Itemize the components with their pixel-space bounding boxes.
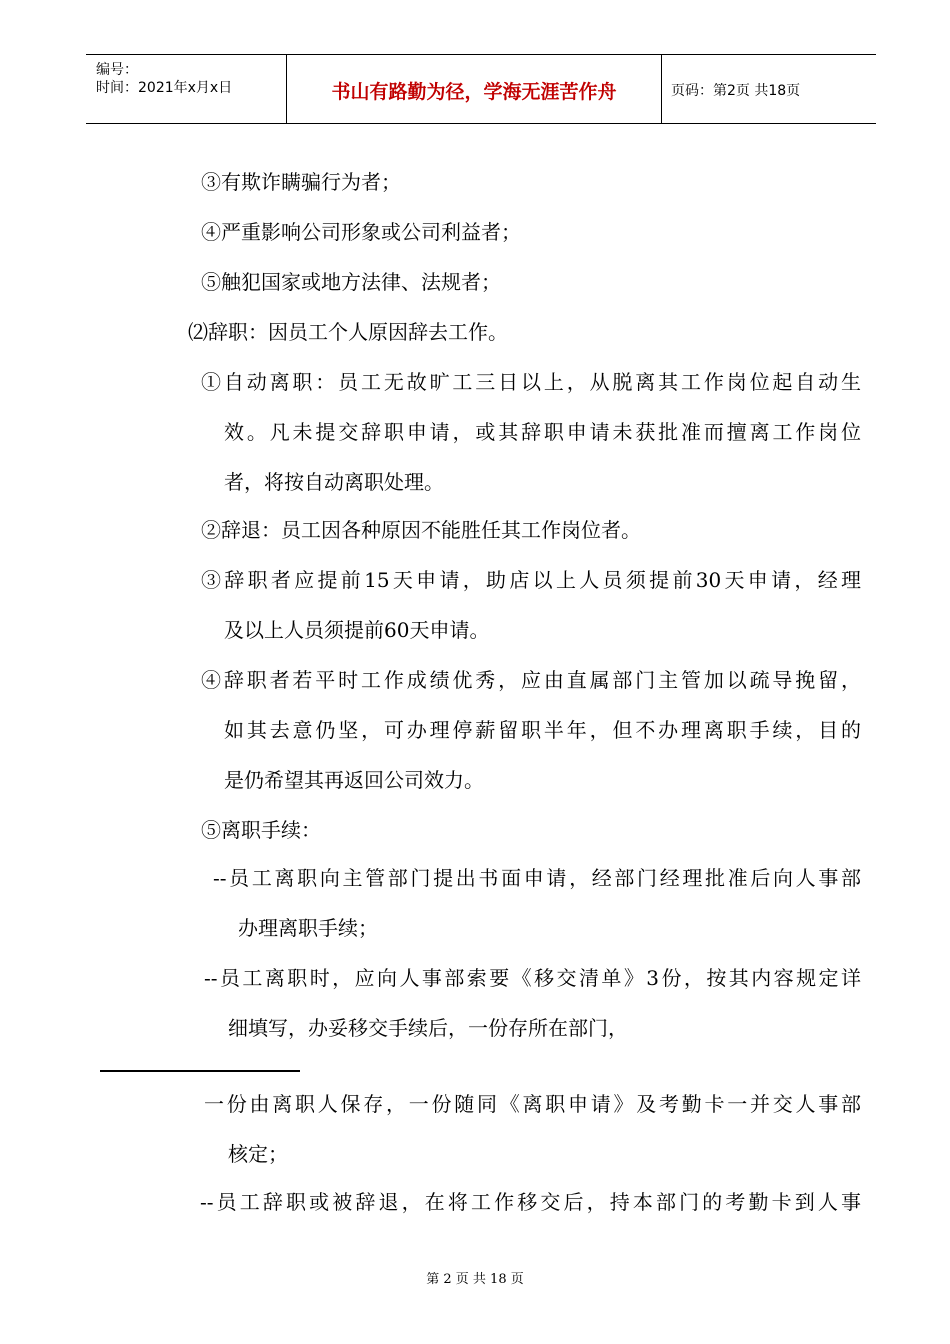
text-line: ④严重影响公司形象或公司利益者； (201, 220, 521, 244)
page-footer: 第 2 页 共 18 页 (426, 1272, 524, 1287)
text-line: ⑤离职手续： (201, 818, 321, 842)
text-line: 如其去意仍坚，可办理停薪留职半年，但不办理离职手续，目的 (224, 718, 861, 742)
text-line: ⑵辞职：因员工个人原因辞去工作。 (188, 320, 508, 344)
text-line: ④辞职者若平时工作成绩优秀，应由直属部门主管加以疏导挽留， (201, 668, 861, 692)
text-line: 办理离职手续； (238, 916, 378, 940)
text-line: --员工离职向主管部门提出书面申请，经部门经理批准后向人事部 (213, 866, 861, 890)
text-line: ⑤触犯国家或地方法律、法规者； (201, 270, 501, 294)
text-line: 是仍希望其再返回公司效力。 (224, 768, 484, 792)
header-page-cell (661, 55, 876, 123)
document-number-label: 编号： (96, 62, 138, 78)
text-line: 者，将按自动离职处理。 (224, 470, 444, 494)
text-line: 细填写，办妥移交手续后，一份存所在部门， (228, 1016, 628, 1040)
text-line: ②辞退：员工因各种原因不能胜任其工作岗位者。 (201, 518, 641, 542)
text-line: ③辞职者应提前15天申请，助店以上人员须提前30天申请，经理 (201, 568, 861, 592)
text-line: ③有欺诈瞒骗行为者； (201, 170, 401, 194)
text-line: 核定； (228, 1142, 288, 1166)
document-time-label: 时间：2021年x月x日 (96, 80, 233, 96)
page-header (86, 54, 876, 124)
header-motto-cell (286, 55, 662, 123)
text-line: 及以上人员须提前60天申请。 (224, 618, 490, 642)
text-line: ①自动离职：员工无故旷工三日以上，从脱离其工作岗位起自动生 (201, 370, 861, 394)
header-meta-cell (86, 55, 286, 123)
header-page-info: 页码：第2页 共18页 (671, 83, 801, 99)
text-line: --员工离职时，应向人事部索要《移交清单》3份，按其内容规定详 (204, 966, 861, 990)
text-line: --员工辞职或被辞退，在将工作移交后，持本部门的考勤卡到人事 (200, 1190, 861, 1214)
footnote-separator (100, 1070, 300, 1072)
text-line: 一份由离职人保存，一份随同《离职申请》及考勤卡一并交人事部 (204, 1092, 861, 1116)
header-motto: 书山有路勤为径，学海无涯苦作舟 (331, 81, 617, 103)
text-line: 效。凡未提交辞职申请，或其辞职申请未获批准而擅离工作岗位 (224, 420, 861, 444)
